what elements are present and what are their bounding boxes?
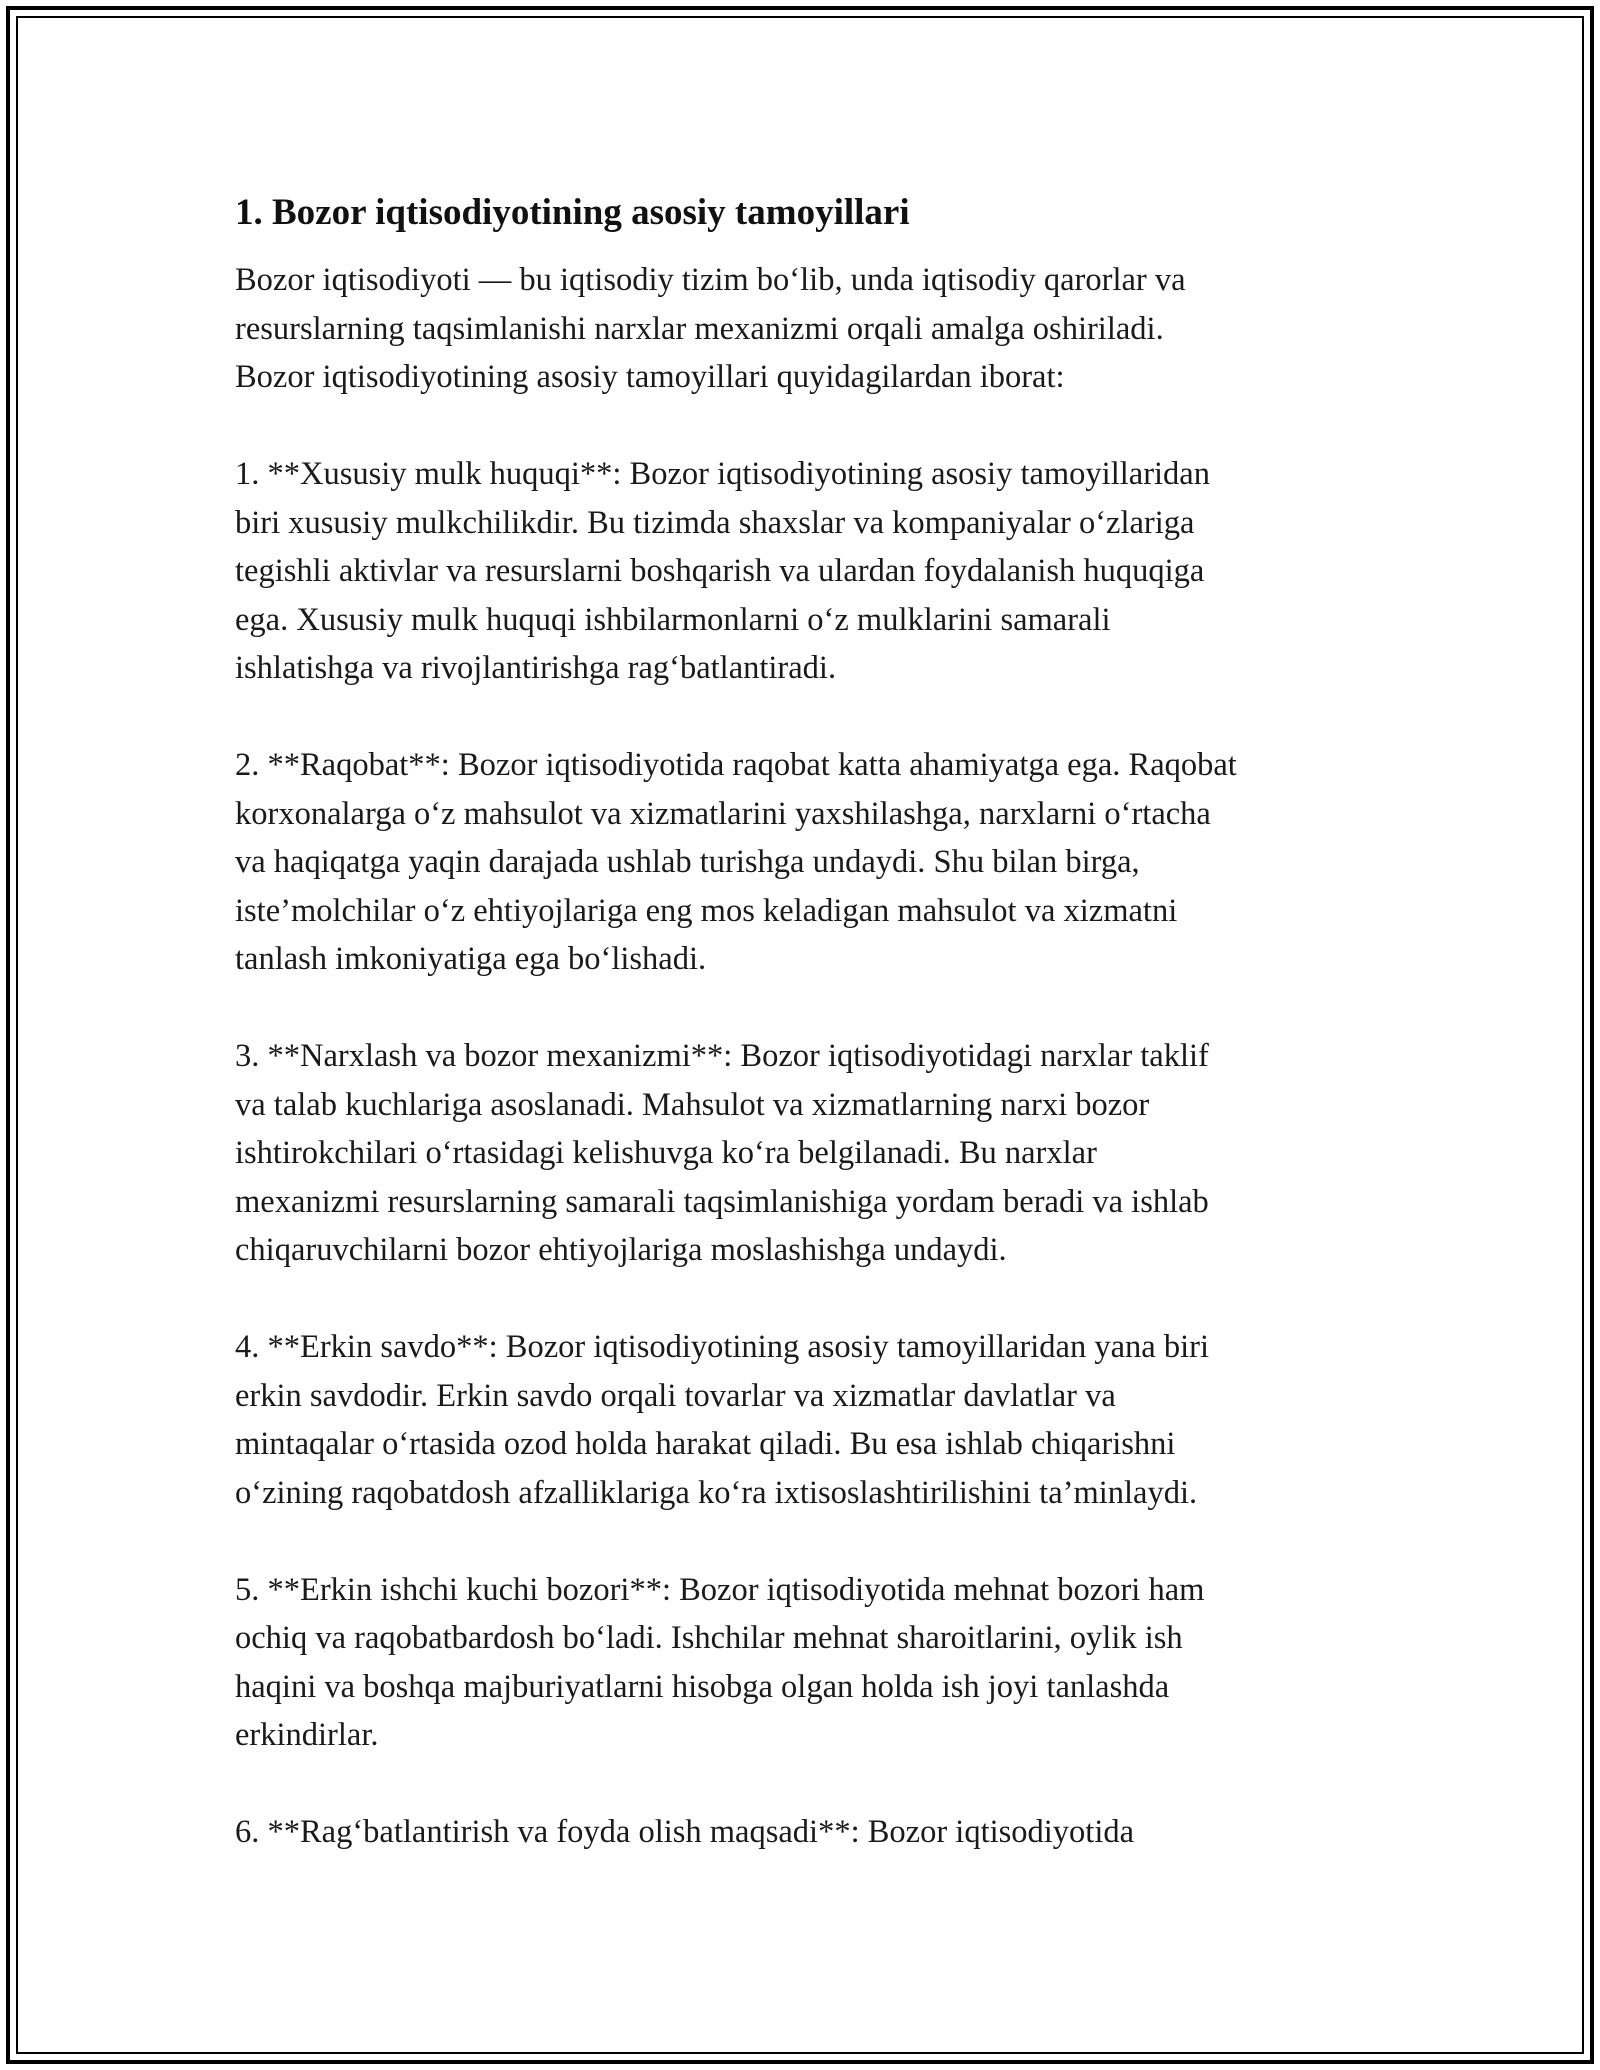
document-body bbox=[235, 186, 1395, 1905]
text-line: resurslarning taqsimlanishi narxlar mexanizmi orqali amalga oshiriladi. bbox=[235, 310, 1164, 347]
text-line: 3. **Narxlash va bozor mexanizmi**: Bozor iqtisodiyotidagi narxlar taklif bbox=[235, 1038, 1209, 1074]
paragraph-item-4 bbox=[235, 1323, 1395, 1517]
text-line: tanlash imkoniyatiga ega bo‘lishadi. bbox=[235, 941, 707, 977]
text-line: ochiq va raqobatbardosh bo‘ladi. Ishchilar mehnat sharoitlarini, oylik ish bbox=[235, 1620, 1183, 1656]
text-line: tegishli aktivlar va resurslarni boshqarish va ulardan foydalanish huquqiga bbox=[235, 553, 1205, 589]
text-line: haqini va boshqa majburiyatlarni hisobga olgan holda ish joyi tanlashda bbox=[235, 1668, 1170, 1705]
text-line: va haqiqatga yaqin darajada ushlab turishga undaydi. Shu bilan birga, bbox=[235, 844, 1140, 880]
paragraph-item-5 bbox=[235, 1566, 1395, 1760]
paragraph-item-3 bbox=[235, 1032, 1395, 1275]
text-line: 6. **Rag‘batlantirish va foyda olish maqsadi**: Bozor iqtisodiyotida bbox=[235, 1814, 1135, 1850]
text-line: 1. **Xususiy mulk huquqi**: Bozor iqtisodiyotining asosiy tamoyillaridan bbox=[235, 456, 1210, 492]
text-line: iste’molchilar o‘z ehtiyojlariga eng mos keladigan mahsulot va xizmatni bbox=[235, 892, 1178, 929]
text-line: ega. Xususiy mulk huquqi ishbilarmonlarni o‘z mulklarini samarali bbox=[235, 601, 1111, 638]
text-line: 2. **Raqobat**: Bozor iqtisodiyotida raqobat katta ahamiyatga ega. Raqobat bbox=[235, 747, 1237, 783]
section-heading: 1. Bozor iqtisodiyotining asosiy tamoyillari bbox=[235, 192, 910, 233]
text-line: mexanizmi resurslarning samarali taqsimlanishiga yordam beradi va ishlab bbox=[235, 1183, 1209, 1220]
paragraph-item-6 bbox=[235, 1808, 1395, 1857]
text-line: Bozor iqtisodiyoti — bu iqtisodiy tizim bo‘lib, unda iqtisodiy qarorlar va bbox=[235, 262, 1186, 298]
text-line: biri xususiy mulkchilikdir. Bu tizimda shaxslar va kompaniyalar o‘zlariga bbox=[235, 504, 1195, 541]
text-line: o‘zining raqobatdosh afzalliklariga ko‘ra ixtisoslashtirilishini ta’minlaydi. bbox=[235, 1474, 1198, 1511]
text-line: 4. **Erkin savdo**: Bozor iqtisodiyotining asosiy tamoyillaridan yana biri bbox=[235, 1329, 1209, 1365]
paragraph-intro bbox=[235, 256, 1395, 402]
paragraph-item-2 bbox=[235, 741, 1395, 984]
text-line: ishlatishga va rivojlantirishga rag‘batlantiradi. bbox=[235, 650, 837, 686]
text-line: Bozor iqtisodiyotining asosiy tamoyillari quyidagilardan iborat: bbox=[235, 359, 1065, 395]
text-line: erkin savdodir. Erkin savdo orqali tovarlar va xizmatlar davlatlar va bbox=[235, 1377, 1116, 1414]
text-line: mintaqalar o‘rtasida ozod holda harakat qiladi. Bu esa ishlab chiqarishni bbox=[235, 1426, 1176, 1462]
text-line: 5. **Erkin ishchi kuchi bozori**: Bozor iqtisodiyotida mehnat bozori ham bbox=[235, 1571, 1205, 1608]
text-line: ishtirokchilari o‘rtasidagi kelishuvga ko‘ra belgilanadi. Bu narxlar bbox=[235, 1135, 1097, 1171]
text-line: chiqaruvchilarni bozor ehtiyojlariga moslashishga undaydi. bbox=[235, 1232, 1007, 1268]
text-line: korxonalarga o‘z mahsulot va xizmatlarini yaxshilashga, narxlarni o‘rtacha bbox=[235, 795, 1211, 832]
text-line: va talab kuchlariga asoslanadi. Mahsulot va xizmatlarning narxi bozor bbox=[235, 1086, 1150, 1123]
text-line: erkindirlar. bbox=[235, 1717, 379, 1753]
paragraph-item-1 bbox=[235, 450, 1395, 693]
